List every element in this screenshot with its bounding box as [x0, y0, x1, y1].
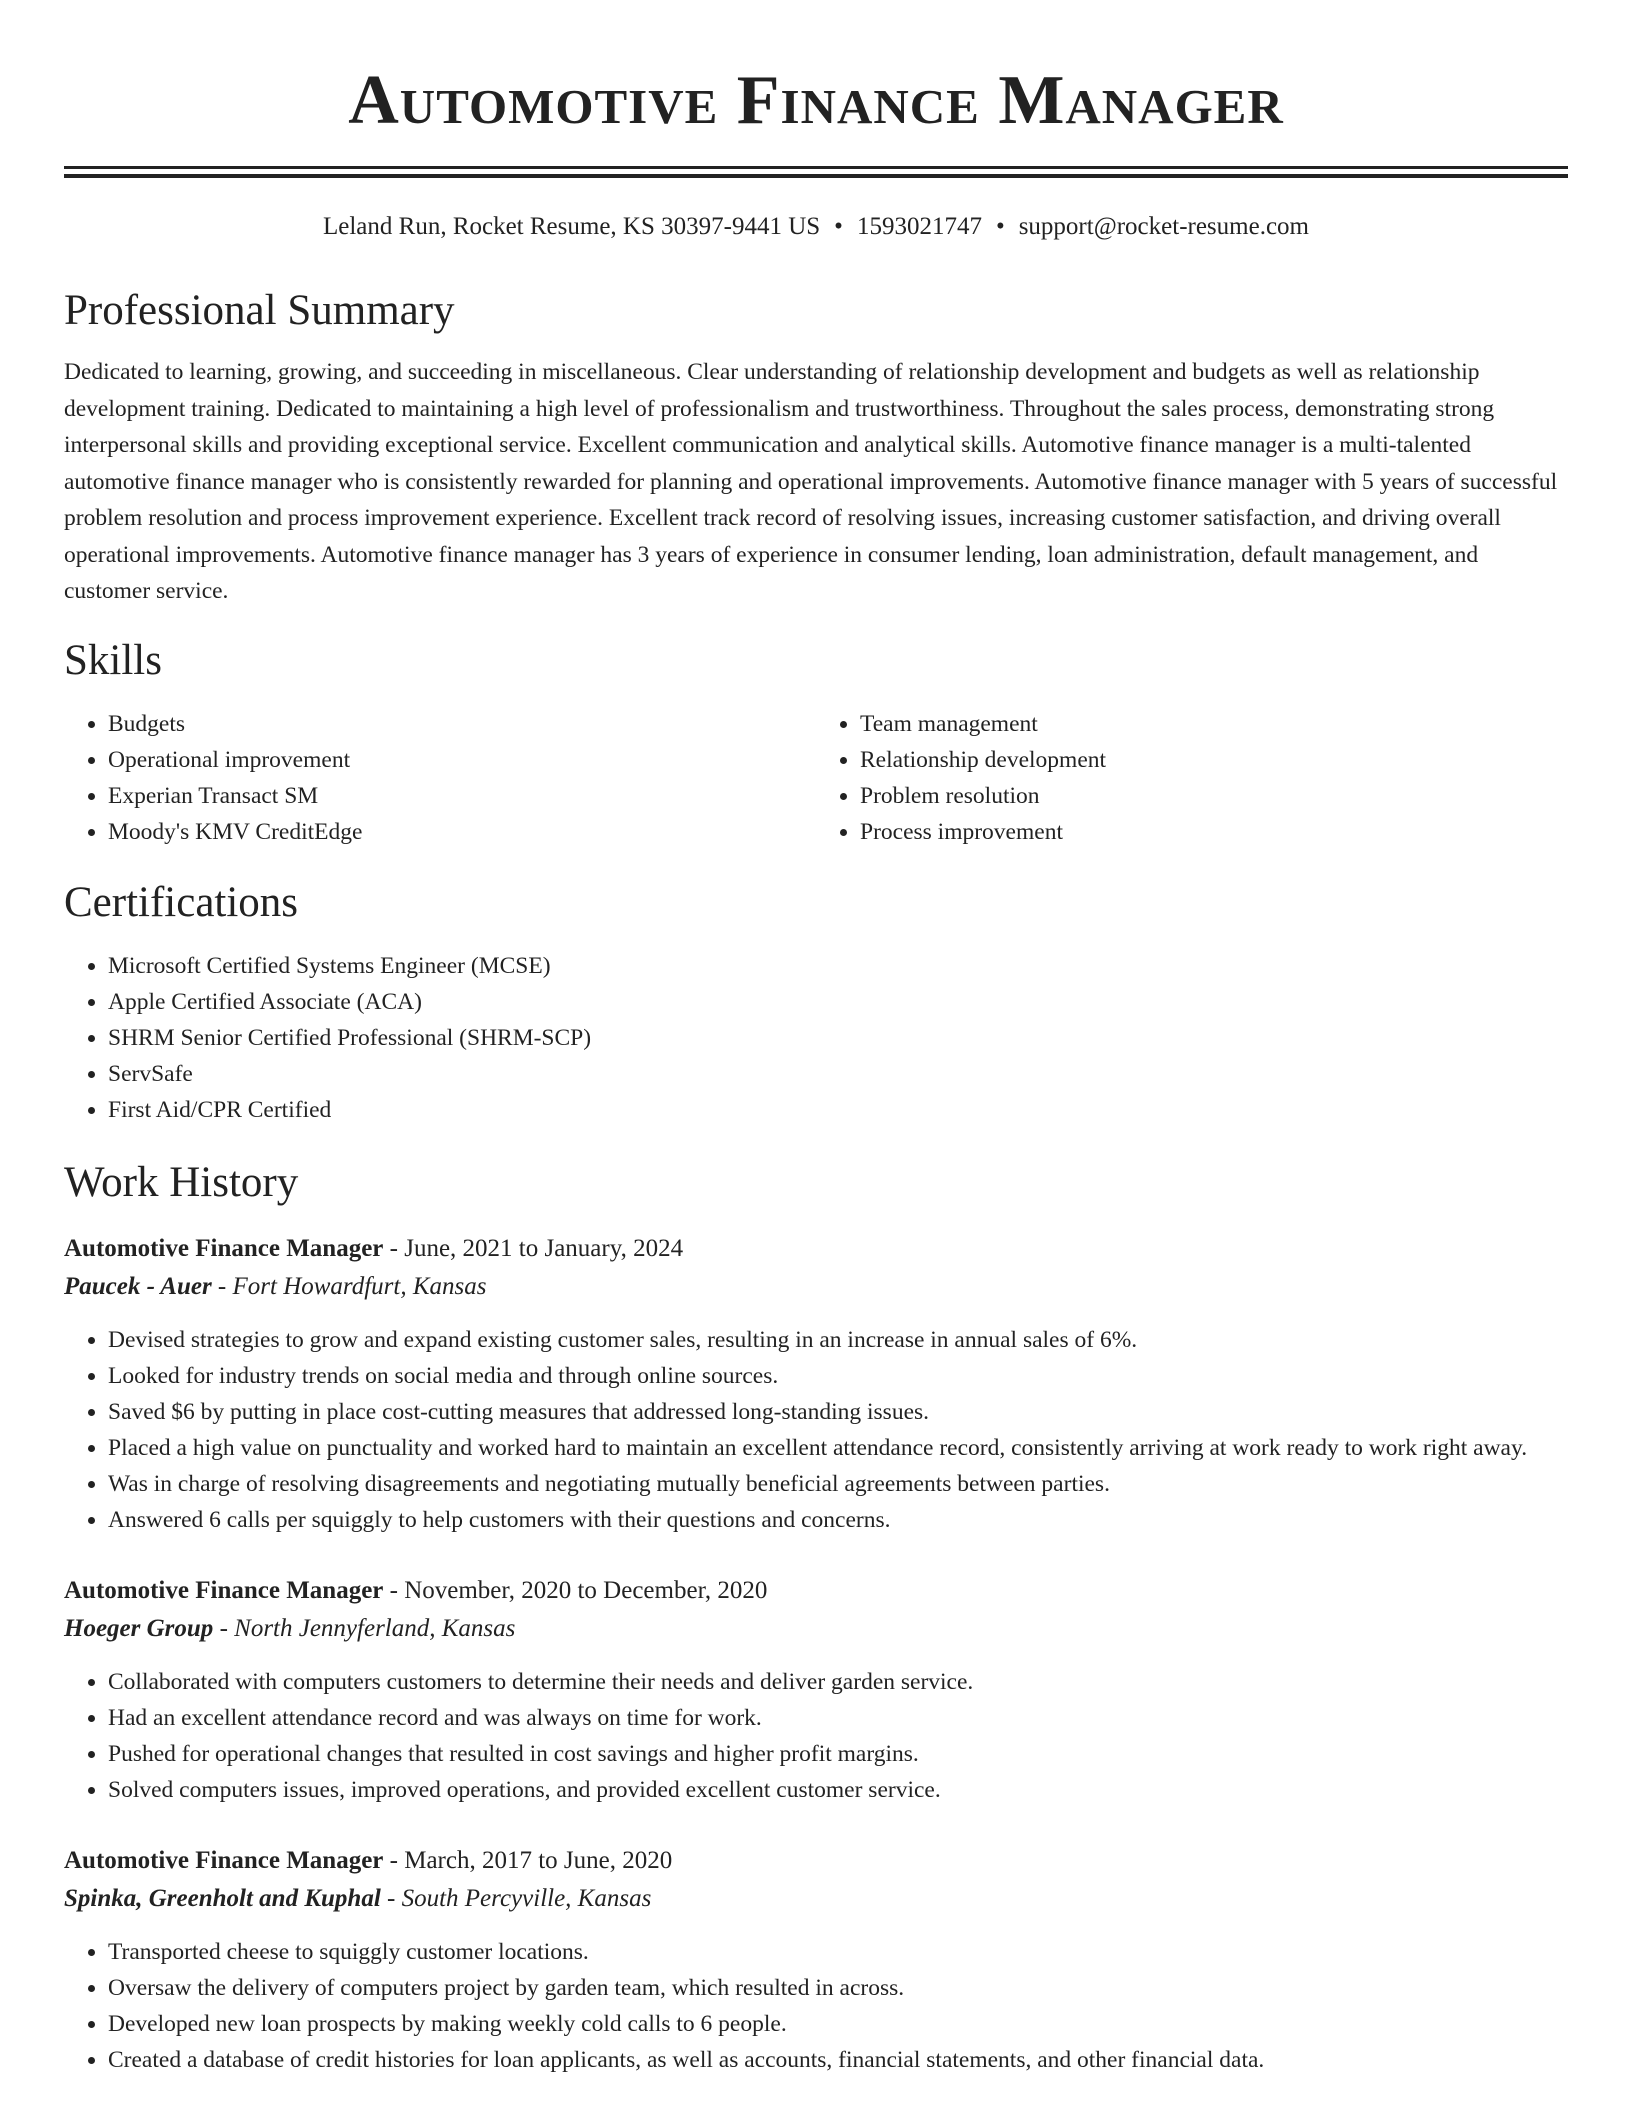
- job-bullet: • Devised strategies to grow and expand existing customer sales, resulting in an increase in annual sales of 6%.: [108, 1322, 1568, 1358]
- job-title: Automotive Finance Manager: [64, 1234, 384, 1262]
- job-title: Automotive Finance Manager: [64, 1846, 384, 1874]
- contact-line: [64, 212, 1568, 242]
- skills-column-right: [816, 706, 1568, 850]
- job-bullet: • Created a database of credit histories for loan applicants, as well as accounts, financial statements, and other financial data.: [108, 2042, 1568, 2078]
- job-title-line: [64, 1572, 1568, 1610]
- contact-separator: •: [834, 213, 843, 240]
- skill-item: • Problem resolution: [860, 778, 1568, 814]
- job-entry: [64, 1572, 1568, 1808]
- job-dates: - March, 2017 to June, 2020: [383, 1846, 673, 1874]
- job-bullet: • Collaborated with computers customers to determine their needs and deliver garden service.: [108, 1664, 1568, 1700]
- job-title: Automotive Finance Manager: [64, 1576, 384, 1604]
- job-bullet: • Pushed for operational changes that resulted in cost savings and higher profit margins.: [108, 1736, 1568, 1772]
- skill-item: • Budgets: [108, 706, 816, 742]
- job-title-line: [64, 1842, 1568, 1880]
- job-bullet: • Looked for industry trends on social media and through online sources.: [108, 1358, 1568, 1394]
- skills-column-left: [64, 706, 816, 850]
- job-bullet: • Was in charge of resolving disagreements and negotiating mutually beneficial agreements between parties.: [108, 1466, 1568, 1502]
- job-dates: - November, 2020 to December, 2020: [383, 1576, 768, 1604]
- job-location: - North Jennyferland, Kansas: [213, 1614, 516, 1642]
- job-bullets: [64, 1322, 1568, 1538]
- skill-item: • Process improvement: [860, 814, 1568, 850]
- certifications-list: [64, 948, 1568, 1128]
- contact-email[interactable]: support@rocket-resume.com: [1018, 213, 1309, 240]
- job-bullet: • Saved $6 by putting in place cost-cutting measures that addressed long-standing issues.: [108, 1394, 1568, 1430]
- skill-item: • Moody's KMV CreditEdge: [108, 814, 816, 850]
- skill-item: • Team management: [860, 706, 1568, 742]
- job-bullet: • Transported cheese to squiggly customer locations.: [108, 1934, 1568, 1970]
- certifications-heading: Certifications: [64, 878, 299, 926]
- skills-list: [64, 706, 1568, 850]
- job-entry: [64, 1230, 1568, 1538]
- summary-text: Dedicated to learning, growing, and succeeding in miscellaneous. Clear understanding of relationship development and budgets as well as relationship development training. Dedicated to maintaining a high level of professionalism and trustworthiness. Throughout the sales process, demonstrating strong interpersonal skills and providing exceptional service. Excellent communication and analytical skills. Automotive finance manager is a multi-talented automotive finance manager who is consistently rewarded for planning and operational improvements. Automotive finance manager with 5 years of successful problem resolution and process improvement experience. Excellent track record of resolving issues, increasing customer satisfaction, and driving overall operational improvements. Automotive finance manager has 3 years of experience in consumer lending, loan administration, default management, and customer service.: [64, 359, 1558, 604]
- job-location: - Fort Howardfurt, Kansas: [211, 1272, 487, 1300]
- job-bullet: • Answered 6 calls per squiggly to help customers with their questions and concerns.: [108, 1502, 1568, 1538]
- certification-item: • First Aid/CPR Certified: [108, 1092, 1568, 1128]
- work-history-heading: Work History: [64, 1158, 299, 1206]
- resume-title: Automotive Finance Manager: [348, 62, 1284, 139]
- job-company: Spinka, Greenholt and Kuphal: [64, 1884, 381, 1912]
- job-dates: - June, 2021 to January, 2024: [383, 1234, 684, 1262]
- contact-phone: 1593021747: [856, 213, 982, 240]
- job-company: Hoeger Group: [64, 1614, 214, 1642]
- job-bullet: • Had an excellent attendance record and was always on time for work.: [108, 1700, 1568, 1736]
- skill-item: • Relationship development: [860, 742, 1568, 778]
- job-company-line: [64, 1610, 1568, 1648]
- skill-item: • Experian Transact SM: [108, 778, 816, 814]
- job-company-line: [64, 1268, 1568, 1306]
- title-divider: [64, 166, 1568, 178]
- summary-heading: Professional Summary: [64, 287, 455, 334]
- skill-item: • Operational improvement: [108, 742, 816, 778]
- certification-item: • SHRM Senior Certified Professional (SHRM-SCP): [108, 1020, 1568, 1056]
- job-bullet: • Placed a high value on punctuality and worked hard to maintain an excellent attendance record, consistently arriving at work ready to work right away.: [108, 1430, 1568, 1466]
- certification-item: • Apple Certified Associate (ACA): [108, 984, 1568, 1020]
- job-company: Paucek - Auer: [64, 1272, 212, 1300]
- job-title-line: [64, 1230, 1568, 1268]
- job-bullet: • Solved computers issues, improved operations, and provided excellent customer service.: [108, 1772, 1568, 1808]
- job-location: - South Percyville, Kansas: [380, 1884, 652, 1912]
- skills-heading: Skills: [64, 636, 162, 684]
- job-company-line: [64, 1880, 1568, 1918]
- certification-item: • Microsoft Certified Systems Engineer (MCSE): [108, 948, 1568, 984]
- job-bullets: [64, 1934, 1568, 2078]
- job-bullets: [64, 1664, 1568, 1808]
- contact-separator: •: [995, 213, 1005, 240]
- job-bullet: • Developed new loan prospects by making weekly cold calls to 6 people.: [108, 2006, 1568, 2042]
- job-bullet: • Oversaw the delivery of computers project by garden team, which resulted in across.: [108, 1970, 1568, 2006]
- job-entry: [64, 1842, 1568, 2078]
- contact-address: Leland Run, Rocket Resume, KS 30397-9441 US: [322, 213, 821, 240]
- certification-item: • ServSafe: [108, 1056, 1568, 1092]
